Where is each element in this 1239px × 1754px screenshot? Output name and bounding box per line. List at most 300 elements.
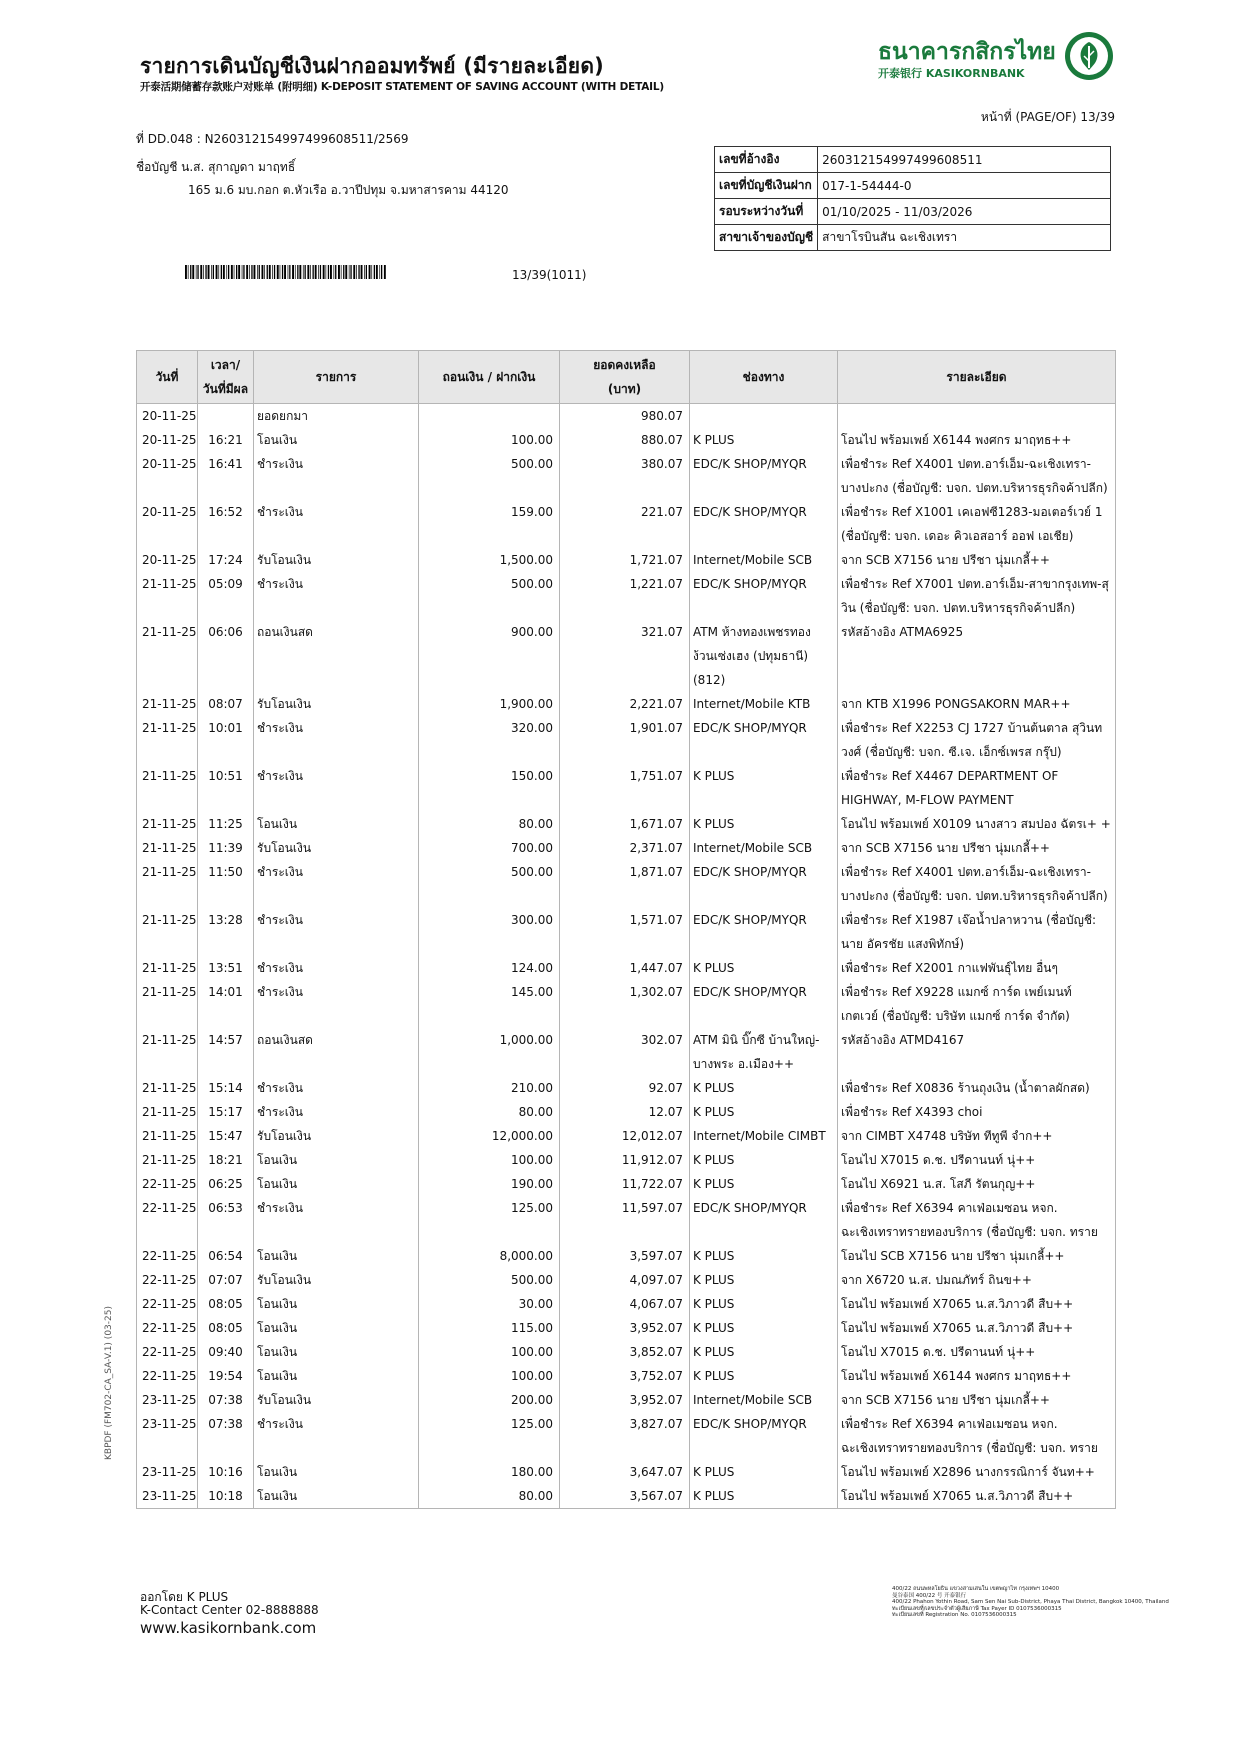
cell-description: รับโอนเงิน: [254, 692, 419, 716]
barcode-bar: [223, 265, 225, 279]
cell-detail: โอนไป X6921 น.ส. โสภี รัตนกุญ++: [838, 1172, 1116, 1196]
cell-detail: จาก SCB X7156 นาย ปรีชา นุ่มเกลี้++: [838, 1388, 1116, 1412]
barcode-bar: [242, 265, 243, 279]
cell-detail: โอนไป พร้อมเพย์ X7065 น.ส.วิภาวดี สืบ++: [838, 1316, 1116, 1340]
table-row: [137, 572, 1116, 620]
cell-balance: 1,901.07: [560, 716, 690, 764]
barcode-bar: [272, 265, 273, 279]
cell-amount: 1,000.00: [419, 1028, 560, 1076]
cell-balance: 3,952.07: [560, 1316, 690, 1340]
cell-detail: รหัสอ้างอิง ATMD4167: [838, 1028, 1116, 1076]
info-label: รอบระหว่างวันที่: [715, 199, 818, 225]
cell-detail: เพื่อชำระ Ref X7001 ปตท.อาร์เอ็ม-สาขากรุงเทพ-สุวิน (ชื่อบัญชี: บจก. ปตท.บริหารธุรกิจค้าปลีก): [838, 572, 1116, 620]
barcode-bar: [267, 265, 268, 279]
statement-title: รายการเดินบัญชีเงินฝากออมทรัพย์ (มีรายละเอียด): [140, 54, 604, 78]
cell-description: ชำระเงิน: [254, 908, 419, 956]
cell-date: 21-11-25: [137, 764, 198, 812]
cell-description: โอนเงิน: [254, 1484, 419, 1509]
cell-channel: EDC/K SHOP/MYQR: [690, 572, 838, 620]
cell-time: 11:39: [198, 836, 254, 860]
cell-balance: 92.07: [560, 1076, 690, 1100]
barcode-bar: [208, 265, 210, 279]
barcode-bar: [313, 265, 314, 279]
cell-detail: เพื่อชำระ Ref X4001 ปตท.อาร์เอ็ม-ฉะเชิงเทรา-บางปะกง (ชื่อบัญชี: บจก. ปตท.บริหารธุรกิจค้าปลีก): [838, 860, 1116, 908]
cell-balance: 3,752.07: [560, 1364, 690, 1388]
col-header-amount: ถอนเงิน / ฝากเงิน: [419, 351, 560, 404]
cell-channel: EDC/K SHOP/MYQR: [690, 1196, 838, 1244]
cell-balance: 1,671.07: [560, 812, 690, 836]
barcode-bar: [297, 265, 298, 279]
barcode-bar: [203, 265, 204, 279]
cell-date: 23-11-25: [137, 1388, 198, 1412]
cell-channel: EDC/K SHOP/MYQR: [690, 1412, 838, 1460]
cell-date: 21-11-25: [137, 716, 198, 764]
barcode-bar: [259, 265, 260, 279]
cell-date: 21-11-25: [137, 1148, 198, 1172]
cell-amount: 500.00: [419, 452, 560, 500]
cell-channel: Internet/Mobile CIMBT: [690, 1124, 838, 1148]
cell-time: 14:01: [198, 980, 254, 1028]
cell-description: โอนเงิน: [254, 1364, 419, 1388]
cell-channel: K PLUS: [690, 764, 838, 812]
cell-balance: 3,647.07: [560, 1460, 690, 1484]
cell-balance: 321.07: [560, 620, 690, 692]
table-row: [137, 812, 1116, 836]
barcode-bar: [251, 265, 252, 279]
barcode-bar: [192, 265, 194, 279]
cell-amount: 700.00: [419, 836, 560, 860]
col-header-time-line2: วันที่มีผล: [202, 382, 249, 396]
barcode-bar: [254, 265, 256, 279]
cell-amount: 100.00: [419, 1148, 560, 1172]
cell-channel: K PLUS: [690, 1340, 838, 1364]
cell-detail: เพื่อชำระ Ref X6394 คาเฟ่อเมซอน หจก. ฉะเชิงเทราทรายทองบริการ (ชื่อบัญชี: บจก. ทราย: [838, 1412, 1116, 1460]
statement-subtitle: 开泰活期储蓄存款账户对账单 (附明细) K-DEPOSIT STATEMENT OF SAVING ACCOUNT (WITH DETAIL): [140, 81, 664, 93]
cell-channel: K PLUS: [690, 1484, 838, 1509]
cell-detail: โอนไป X7015 ด.ช. ปรีดานนท์ นุ่++: [838, 1148, 1116, 1172]
col-header-time: [198, 351, 254, 404]
barcode-bar: [221, 265, 222, 279]
barcode-bar: [318, 265, 319, 279]
barcode-bar: [196, 265, 197, 279]
cell-description: โอนเงิน: [254, 1244, 419, 1268]
cell-date: 22-11-25: [137, 1196, 198, 1244]
cell-date: 20-11-25: [137, 428, 198, 452]
account-info-table: [714, 146, 1111, 251]
cell-time: 10:51: [198, 764, 254, 812]
table-row: [137, 1460, 1116, 1484]
table-header-row: [137, 351, 1116, 404]
barcode-bar: [341, 265, 342, 279]
barcode-bar: [243, 265, 244, 279]
cell-time: 08:05: [198, 1316, 254, 1340]
cell-date: 21-11-25: [137, 692, 198, 716]
cell-time: 09:40: [198, 1340, 254, 1364]
info-row-branch: [715, 225, 1111, 251]
cell-amount: 125.00: [419, 1196, 560, 1244]
address-line: 400/22 ถนนพหลโยธิน แขวงสามเสนใน เขตพญาไท กรุงเทพฯ 10400: [892, 1586, 1060, 1592]
cell-channel: K PLUS: [690, 1172, 838, 1196]
cell-time: 13:51: [198, 956, 254, 980]
cell-amount: 80.00: [419, 812, 560, 836]
cell-time: 19:54: [198, 1364, 254, 1388]
cell-description: โอนเงิน: [254, 1172, 419, 1196]
contact-center: K-Contact Center 02-8888888: [140, 1603, 319, 1617]
cell-detail: จาก CIMBT X4748 บริษัท ทีทูพี จำก++: [838, 1124, 1116, 1148]
cell-detail: โอนไป พร้อมเพย์ X2896 นางกรรณิการ์ จันท++: [838, 1460, 1116, 1484]
cell-time: 17:24: [198, 548, 254, 572]
cell-date: 20-11-25: [137, 500, 198, 548]
cell-detail: จาก KTB X1996 PONGSAKORN MAR++: [838, 692, 1116, 716]
cell-date: 20-11-25: [137, 452, 198, 500]
cell-detail: โอนไป พร้อมเพย์ X7065 น.ส.วิภาวดี สืบ++: [838, 1484, 1116, 1509]
col-header-balance-line2: (บาท): [607, 382, 642, 396]
table-row: [137, 908, 1116, 956]
cell-amount: 100.00: [419, 428, 560, 452]
cell-balance: 4,097.07: [560, 1268, 690, 1292]
cell-detail: เพื่อชำระ Ref X2001 กาแฟพันธุ์ไทย อื่นๆ: [838, 956, 1116, 980]
cell-detail: โอนไป SCB X7156 นาย ปรีชา นุ่มเกลี้++: [838, 1244, 1116, 1268]
info-value: สาขาโรบินสัน ฉะเชิงเทรา: [818, 225, 1111, 251]
cell-description: โอนเงิน: [254, 1316, 419, 1340]
cell-time: 10:01: [198, 716, 254, 764]
cell-detail: จาก X6720 น.ส. ปมณภัทร์ ถินข++: [838, 1268, 1116, 1292]
barcode-bar: [328, 265, 329, 279]
barcode-bar: [185, 265, 187, 279]
bank-name-en: 开泰银行 KASIKORNBANK: [878, 67, 1025, 80]
barcode-bar: [323, 265, 325, 279]
cell-description: ถอนเงินสด: [254, 620, 419, 692]
barcode-code: 13/39(1011): [512, 268, 587, 282]
cell-date: 21-11-25: [137, 980, 198, 1028]
cell-balance: 12.07: [560, 1100, 690, 1124]
cell-amount: 12,000.00: [419, 1124, 560, 1148]
table-row: [137, 956, 1116, 980]
barcode-bar: [356, 265, 357, 279]
barcode-bar: [299, 265, 301, 279]
cell-time: 08:07: [198, 692, 254, 716]
barcode-bar: [190, 265, 191, 279]
info-label: สาขาเจ้าของบัญชี: [715, 225, 818, 251]
cell-date: 20-11-25: [137, 548, 198, 572]
cell-balance: 221.07: [560, 500, 690, 548]
cell-description: ชำระเงิน: [254, 1100, 419, 1124]
cell-description: ถอนเงินสด: [254, 1028, 419, 1076]
cell-amount: [419, 404, 560, 429]
barcode-bar: [211, 265, 212, 279]
table-row: [137, 1388, 1116, 1412]
cell-amount: 145.00: [419, 980, 560, 1028]
cell-date: 23-11-25: [137, 1484, 198, 1509]
cell-time: 13:28: [198, 908, 254, 956]
cell-channel: Internet/Mobile SCB: [690, 836, 838, 860]
barcode-bar: [374, 265, 375, 279]
cell-date: 21-11-25: [137, 836, 198, 860]
table-row: [137, 1412, 1116, 1460]
cell-detail: เพื่อชำระ Ref X0836 ร้านถุงเงิน (น้ำตาลผักสด): [838, 1076, 1116, 1100]
cell-channel: EDC/K SHOP/MYQR: [690, 500, 838, 548]
cell-detail: เพื่อชำระ Ref X6394 คาเฟ่อเมซอน หจก. ฉะเชิงเทราทรายทองบริการ (ชื่อบัญชี: บจก. ทราย: [838, 1196, 1116, 1244]
barcode-bar: [238, 265, 240, 279]
barcode-bar: [371, 265, 372, 279]
col-header-time-line1: เวลา/: [210, 358, 241, 372]
info-row-period: [715, 199, 1111, 225]
barcode-bar: [249, 265, 250, 279]
account-name: ชื่อบัญชี น.ส. สุกาญดา มาฤทธิ์: [136, 160, 296, 174]
cell-time: 16:41: [198, 452, 254, 500]
barcode-bar: [280, 265, 281, 279]
cell-date: 20-11-25: [137, 404, 198, 429]
cell-date: 22-11-25: [137, 1268, 198, 1292]
table-row: [137, 1292, 1116, 1316]
cell-date: 21-11-25: [137, 1124, 198, 1148]
col-header-description: รายการ: [254, 351, 419, 404]
cell-time: 14:57: [198, 1028, 254, 1076]
barcode-bar: [274, 265, 275, 279]
barcode-bar: [320, 265, 321, 279]
table-row: [137, 1340, 1116, 1364]
account-address: 165 ม.6 มบ.กอก ต.หัวเรือ อ.วาปีปทุม จ.มหาสารคาม 44120: [188, 183, 509, 197]
table-row: [137, 1148, 1116, 1172]
cell-time: 07:38: [198, 1388, 254, 1412]
cell-detail: เพื่อชำระ Ref X1987 เจ๊อน้ำปลาหวาน (ชื่อบัญชี: นาย อัครชัย แสงพิทักษ์): [838, 908, 1116, 956]
cell-balance: 3,852.07: [560, 1340, 690, 1364]
cell-balance: 12,012.07: [560, 1124, 690, 1148]
cell-description: โอนเงิน: [254, 428, 419, 452]
cell-amount: 150.00: [419, 764, 560, 812]
barcode-bar: [264, 265, 265, 279]
barcode-bar: [353, 265, 355, 279]
cell-time: 06:25: [198, 1172, 254, 1196]
table-row: [137, 1244, 1116, 1268]
cell-balance: 2,371.07: [560, 836, 690, 860]
cell-balance: 1,302.07: [560, 980, 690, 1028]
cell-balance: 2,221.07: [560, 692, 690, 716]
cell-description: ยอดยกมา: [254, 404, 419, 429]
cell-description: โอนเงิน: [254, 1340, 419, 1364]
cell-detail: [838, 404, 1116, 429]
table-row: [137, 836, 1116, 860]
cell-balance: 1,221.07: [560, 572, 690, 620]
cell-amount: 80.00: [419, 1484, 560, 1509]
cell-balance: 3,597.07: [560, 1244, 690, 1268]
bank-logo: [878, 30, 1118, 85]
cell-description: โอนเงิน: [254, 1292, 419, 1316]
cell-amount: 8,000.00: [419, 1244, 560, 1268]
cell-description: รับโอนเงิน: [254, 1124, 419, 1148]
cell-date: 22-11-25: [137, 1364, 198, 1388]
cell-channel: K PLUS: [690, 1244, 838, 1268]
barcode-bar: [307, 265, 309, 279]
cell-time: [198, 404, 254, 429]
cell-amount: 1,900.00: [419, 692, 560, 716]
table-row: [137, 1268, 1116, 1292]
cell-channel: K PLUS: [690, 1364, 838, 1388]
address-line: 曼谷泰国 400/22 号 开泰银行: [892, 1592, 967, 1599]
cell-time: 05:09: [198, 572, 254, 620]
col-header-detail: รายละเอียด: [838, 351, 1116, 404]
cell-description: ชำระเงิน: [254, 572, 419, 620]
cell-description: โอนเงิน: [254, 1148, 419, 1172]
col-header-channel: ช่องทาง: [690, 351, 838, 404]
info-value: 260312154997499608511: [818, 147, 1111, 173]
cell-detail: รหัสอ้างอิง ATMA6925: [838, 620, 1116, 692]
cell-time: 10:18: [198, 1484, 254, 1509]
cell-amount: 100.00: [419, 1340, 560, 1364]
cell-date: 21-11-25: [137, 812, 198, 836]
barcode-bar: [197, 265, 198, 279]
cell-amount: 900.00: [419, 620, 560, 692]
cell-amount: 125.00: [419, 1412, 560, 1460]
table-row: [137, 980, 1116, 1028]
transaction-table: [136, 350, 1116, 1509]
table-row: [137, 1172, 1116, 1196]
col-header-balance: [560, 351, 690, 404]
cell-amount: 320.00: [419, 716, 560, 764]
cell-detail: โอนไป พร้อมเพย์ X6144 พงศกร มาฤทธ++: [838, 428, 1116, 452]
table-row: [137, 1028, 1116, 1076]
kasikorn-leaf-icon: [1063, 30, 1115, 82]
info-label: เลขที่อ้างอิง: [715, 147, 818, 173]
barcode-bar: [315, 265, 317, 279]
barcode-bar: [288, 265, 289, 279]
cell-date: 21-11-25: [137, 908, 198, 956]
cell-balance: 380.07: [560, 452, 690, 500]
barcode-bar: [234, 265, 235, 279]
cell-time: 15:47: [198, 1124, 254, 1148]
barcode-bar: [361, 265, 363, 279]
cell-channel: ATM มินิ บิ๊กซี บ้านใหญ่-บางพระ อ.เมือง++: [690, 1028, 838, 1076]
cell-channel: EDC/K SHOP/MYQR: [690, 860, 838, 908]
barcode-bar: [269, 265, 271, 279]
barcode-bar: [216, 265, 218, 279]
cell-channel: K PLUS: [690, 1148, 838, 1172]
cell-description: ชำระเงิน: [254, 860, 419, 908]
cell-balance: 302.07: [560, 1028, 690, 1076]
info-label: เลขที่บัญชีเงินฝาก: [715, 173, 818, 199]
table-row: [137, 500, 1116, 548]
cell-detail: โอนไป X7015 ด.ช. ปรีดานนท์ นุ่++: [838, 1340, 1116, 1364]
cell-time: 18:21: [198, 1148, 254, 1172]
cell-channel: Internet/Mobile SCB: [690, 548, 838, 572]
cell-time: 08:05: [198, 1292, 254, 1316]
cell-channel: K PLUS: [690, 1292, 838, 1316]
cell-amount: 80.00: [419, 1100, 560, 1124]
barcode-bar: [295, 265, 296, 279]
cell-balance: 3,952.07: [560, 1388, 690, 1412]
cell-amount: 1,500.00: [419, 548, 560, 572]
table-row: [137, 1100, 1116, 1124]
cell-detail: โอนไป พร้อมเพย์ X0109 นางสาว สมปอง ฉัตรเ+ +: [838, 812, 1116, 836]
cell-date: 22-11-25: [137, 1172, 198, 1196]
barcode-bar: [358, 265, 359, 279]
cell-detail: เพื่อชำระ Ref X4467 DEPARTMENT OF HIGHWAY, M-FLOW PAYMENT: [838, 764, 1116, 812]
barcode-bar: [310, 265, 311, 279]
address-line: ทะเบียนเลขที่/เลขประจำตัวผู้เสียภาษี Tax Payer ID 0107536000315: [892, 1605, 1062, 1612]
cell-date: 21-11-25: [137, 1100, 198, 1124]
cell-description: รับโอนเงิน: [254, 548, 419, 572]
document-reference: ที่ DD.048 : N260312154997499608511/2569: [136, 132, 409, 146]
cell-description: ชำระเงิน: [254, 764, 419, 812]
barcode: [185, 265, 387, 279]
cell-channel: EDC/K SHOP/MYQR: [690, 908, 838, 956]
barcode-bar: [292, 265, 294, 279]
cell-channel: K PLUS: [690, 428, 838, 452]
cell-date: 21-11-25: [137, 1028, 198, 1076]
cell-detail: เพื่อชำระ Ref X2253 CJ 1727 บ้านต้นตาล สุวินทวงศ์ (ชื่อบัญชี: บจก. ซี.เจ. เอ็กซ์เพรส กรุ๊ป): [838, 716, 1116, 764]
cell-amount: 300.00: [419, 908, 560, 956]
cell-channel: K PLUS: [690, 1268, 838, 1292]
barcode-bar: [246, 265, 248, 279]
cell-channel: K PLUS: [690, 956, 838, 980]
cell-time: 07:38: [198, 1412, 254, 1460]
barcode-bar: [364, 265, 365, 279]
cell-detail: โอนไป พร้อมเพย์ X6144 พงศกร มาฤทธ++: [838, 1364, 1116, 1388]
cell-detail: เพื่อชำระ Ref X4001 ปตท.อาร์เอ็ม-ฉะเชิงเทรา-บางปะกง (ชื่อบัญชี: บจก. ปตท.บริหารธุรกิจค้าปลีก): [838, 452, 1116, 500]
barcode-bar: [213, 265, 214, 279]
cell-date: 21-11-25: [137, 860, 198, 908]
cell-date: 21-11-25: [137, 956, 198, 980]
cell-description: ชำระเงิน: [254, 716, 419, 764]
barcode-bar: [289, 265, 290, 279]
cell-channel: EDC/K SHOP/MYQR: [690, 980, 838, 1028]
table-row: [137, 452, 1116, 500]
cell-channel: ATM ห้างทองเพชรทอง ง้วนเซ่งเฮง (ปทุมธานี) (812): [690, 620, 838, 692]
website-link[interactable]: www.kasikornbank.com: [140, 1619, 317, 1637]
cell-channel: K PLUS: [690, 1460, 838, 1484]
barcode-bar: [345, 265, 347, 279]
cell-time: 06:54: [198, 1244, 254, 1268]
cell-time: 11:25: [198, 812, 254, 836]
cell-amount: 115.00: [419, 1316, 560, 1340]
cell-channel: K PLUS: [690, 1316, 838, 1340]
cell-detail: จาก SCB X7156 นาย ปรีชา นุ่มเกลี้++: [838, 548, 1116, 572]
barcode-bar: [335, 265, 336, 279]
cell-date: 21-11-25: [137, 572, 198, 620]
transaction-rows: [137, 404, 1116, 1509]
cell-channel: K PLUS: [690, 1100, 838, 1124]
cell-time: 07:07: [198, 1268, 254, 1292]
cell-time: 15:17: [198, 1100, 254, 1124]
cell-description: ชำระเงิน: [254, 1196, 419, 1244]
cell-description: ชำระเงิน: [254, 980, 419, 1028]
cell-amount: 100.00: [419, 1364, 560, 1388]
barcode-bar: [369, 265, 371, 279]
cell-time: 06:06: [198, 620, 254, 692]
cell-channel: [690, 404, 838, 429]
bank-name-th: ธนาคารกสิกรไทย: [878, 39, 1056, 65]
cell-time: 11:50: [198, 860, 254, 908]
barcode-bar: [384, 265, 386, 279]
cell-time: 10:16: [198, 1460, 254, 1484]
cell-balance: 1,447.07: [560, 956, 690, 980]
table-row: [137, 404, 1116, 429]
table-row: [137, 1364, 1116, 1388]
barcode-bar: [236, 265, 237, 279]
info-value: 01/10/2025 - 11/03/2026: [818, 199, 1111, 225]
cell-balance: 1,721.07: [560, 548, 690, 572]
cell-date: 21-11-25: [137, 1076, 198, 1100]
cell-detail: โอนไป พร้อมเพย์ X7065 น.ส.วิภาวดี สืบ++: [838, 1292, 1116, 1316]
cell-date: 23-11-25: [137, 1460, 198, 1484]
cell-description: ชำระเงิน: [254, 500, 419, 548]
cell-balance: 3,567.07: [560, 1484, 690, 1509]
cell-balance: 11,912.07: [560, 1148, 690, 1172]
cell-amount: 180.00: [419, 1460, 560, 1484]
bank-address: [892, 1586, 1169, 1619]
cell-detail: จาก SCB X7156 นาย ปรีชา นุ่มเกลี้++: [838, 836, 1116, 860]
cell-date: 22-11-25: [137, 1244, 198, 1268]
